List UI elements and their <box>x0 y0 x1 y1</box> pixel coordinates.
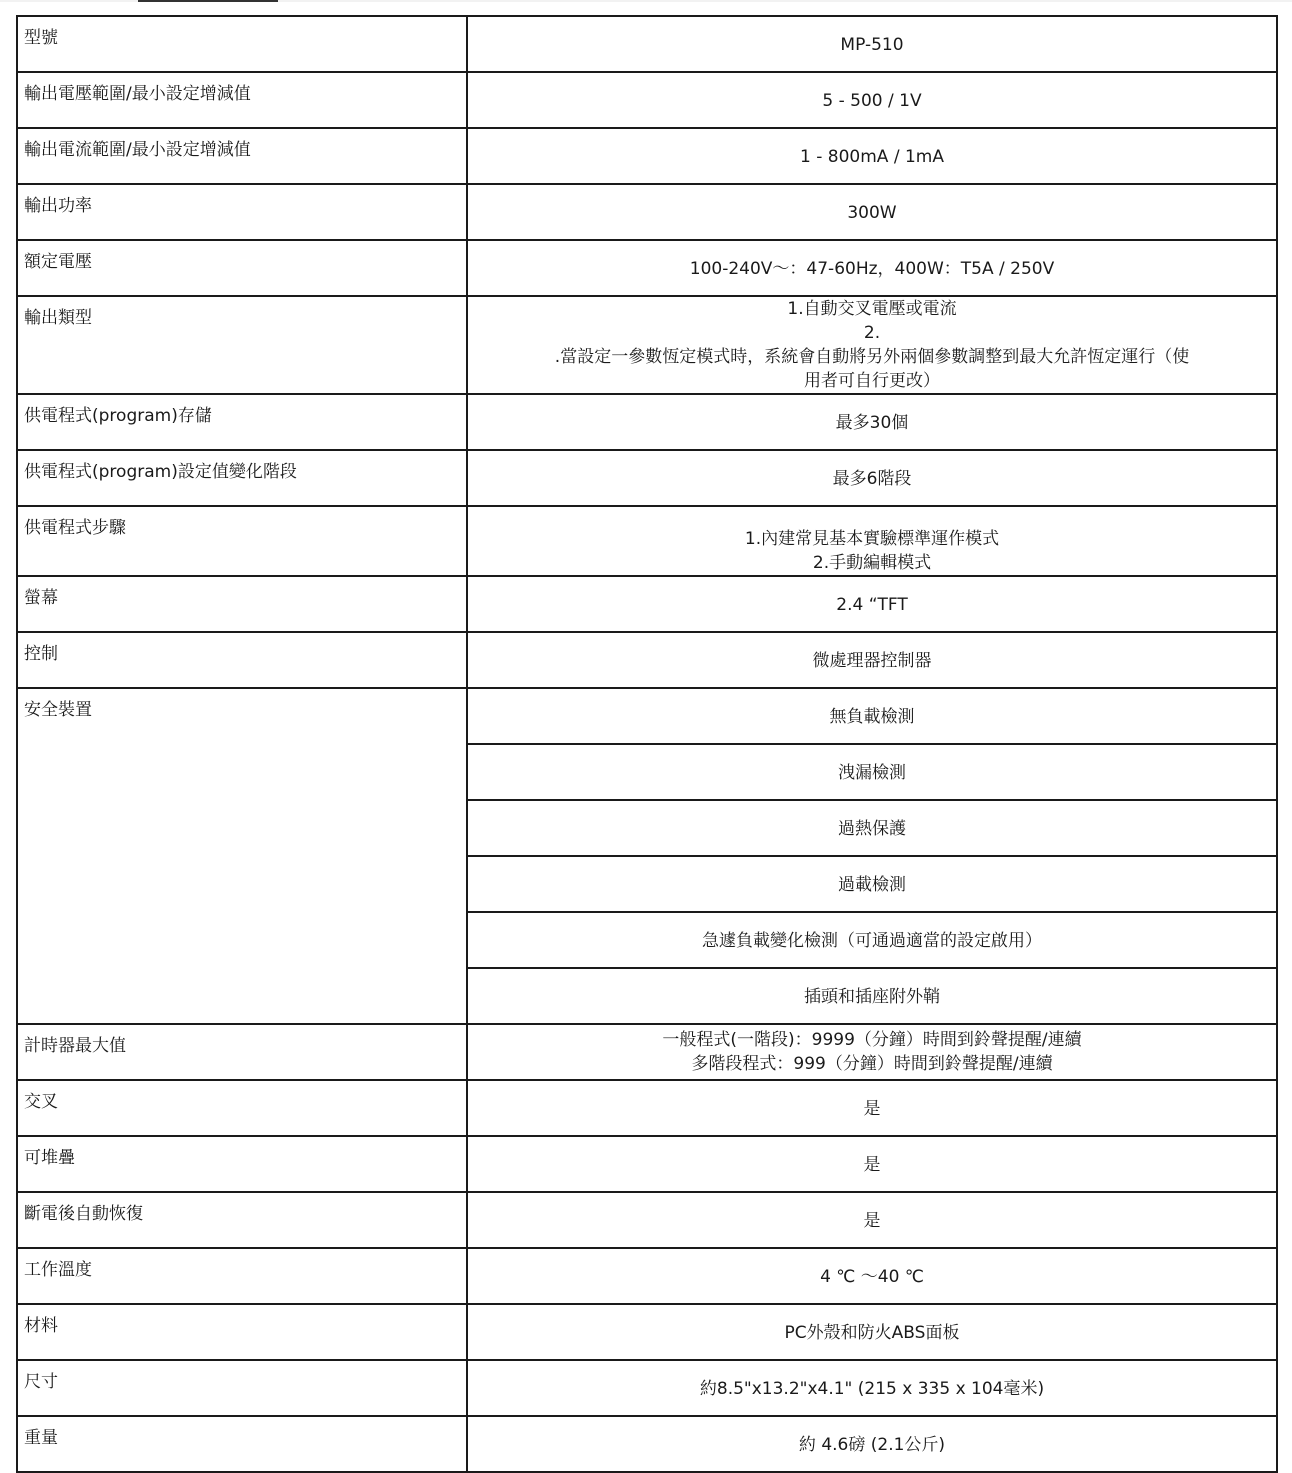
value-line: .當設定一參數恆定模式時，系統會自動將另外兩個參數調整到最大允許恆定運行（使 <box>554 347 1190 367</box>
value-line: 用者可自行更改） <box>804 371 940 391</box>
row-label: 斷電後自動恢復 <box>17 1192 467 1248</box>
table-row <box>17 184 1277 240</box>
row-value: 最多30個 <box>467 394 1277 450</box>
value-line: 1.自動交叉電壓或電流 <box>787 299 957 319</box>
blank-line <box>474 507 1270 527</box>
row-value: 插頭和插座附外鞘 <box>467 968 1277 1024</box>
row-value: 約8.5"x13.2"x4.1" (215 x 335 x 104毫米) <box>467 1360 1277 1416</box>
row-value: 100-240V～：47-60Hz，400W：T5A / 250V <box>467 240 1277 296</box>
row-value: 洩漏檢測 <box>467 744 1277 800</box>
table-row <box>17 394 1277 450</box>
row-value: MP-510 <box>467 16 1277 72</box>
row-value: 約 4.6磅 (2.1公斤) <box>467 1416 1277 1472</box>
row-label: 計時器最大值 <box>17 1024 467 1080</box>
row-value: 是 <box>467 1080 1277 1136</box>
row-value: 微處理器控制器 <box>467 632 1277 688</box>
table-row <box>17 1136 1277 1192</box>
table-row <box>17 16 1277 72</box>
table-row <box>17 1080 1277 1136</box>
table-row <box>17 1416 1277 1472</box>
row-value: PC外殼和防火ABS面板 <box>467 1304 1277 1360</box>
row-value: 是 <box>467 1192 1277 1248</box>
table-row <box>17 240 1277 296</box>
row-label: 輸出功率 <box>17 184 467 240</box>
value-line: 多階段程式：999（分鐘）時間到鈴聲提醒/連續 <box>691 1054 1053 1074</box>
table-row <box>17 632 1277 688</box>
row-label: 安全裝置 <box>17 688 467 1024</box>
row-value: 是 <box>467 1136 1277 1192</box>
table-row <box>17 1024 1277 1080</box>
table-row <box>17 296 1277 394</box>
row-value: 無負載檢測 <box>467 688 1277 744</box>
row-label: 輸出類型 <box>17 296 467 394</box>
table-row <box>17 128 1277 184</box>
row-value: 1 - 800mA / 1mA <box>467 128 1277 184</box>
row-label: 供電程式(program)設定值變化階段 <box>17 450 467 506</box>
row-value: 2.4 “TFT <box>467 576 1277 632</box>
row-value: 300W <box>467 184 1277 240</box>
table-row <box>17 450 1277 506</box>
row-label: 供電程式(program)存儲 <box>17 394 467 450</box>
value-line: 2.手動編輯模式 <box>812 553 932 573</box>
row-label: 供電程式步驟 <box>17 506 467 576</box>
table-row <box>17 1304 1277 1360</box>
row-label: 控制 <box>17 632 467 688</box>
table-row <box>17 576 1277 632</box>
active-tab-indicator <box>138 0 278 2</box>
table-row <box>17 1360 1277 1416</box>
spec-table <box>16 15 1278 1473</box>
row-value: 4 ℃ ～40 ℃ <box>467 1248 1277 1304</box>
row-value <box>467 506 1277 576</box>
table-row <box>17 1192 1277 1248</box>
row-label: 額定電壓 <box>17 240 467 296</box>
row-label: 輸出電壓範圍/最小設定增減值 <box>17 72 467 128</box>
row-value <box>467 296 1277 394</box>
row-value: 最多6階段 <box>467 450 1277 506</box>
value-line: 2. <box>863 323 881 343</box>
row-value: 過熱保護 <box>467 800 1277 856</box>
row-label: 尺寸 <box>17 1360 467 1416</box>
row-value <box>467 1024 1277 1080</box>
row-label: 工作溫度 <box>17 1248 467 1304</box>
row-value: 過載檢測 <box>467 856 1277 912</box>
table-row <box>17 688 1277 744</box>
row-label: 可堆疊 <box>17 1136 467 1192</box>
table-row <box>17 1248 1277 1304</box>
row-label: 螢幕 <box>17 576 467 632</box>
row-label: 重量 <box>17 1416 467 1472</box>
value-line: 1.內建常見基本實驗標準運作模式 <box>744 529 1000 549</box>
table-row <box>17 72 1277 128</box>
row-label: 輸出電流範圍/最小設定增減值 <box>17 128 467 184</box>
row-value: 5 - 500 / 1V <box>467 72 1277 128</box>
row-label: 材料 <box>17 1304 467 1360</box>
row-label: 型號 <box>17 16 467 72</box>
table-row <box>17 506 1277 576</box>
value-line: 一般程式(一階段)：9999（分鐘）時間到鈴聲提醒/連續 <box>662 1030 1082 1050</box>
row-label: 交叉 <box>17 1080 467 1136</box>
row-value: 急遽負載變化檢測（可通過適當的設定啟用） <box>467 912 1277 968</box>
